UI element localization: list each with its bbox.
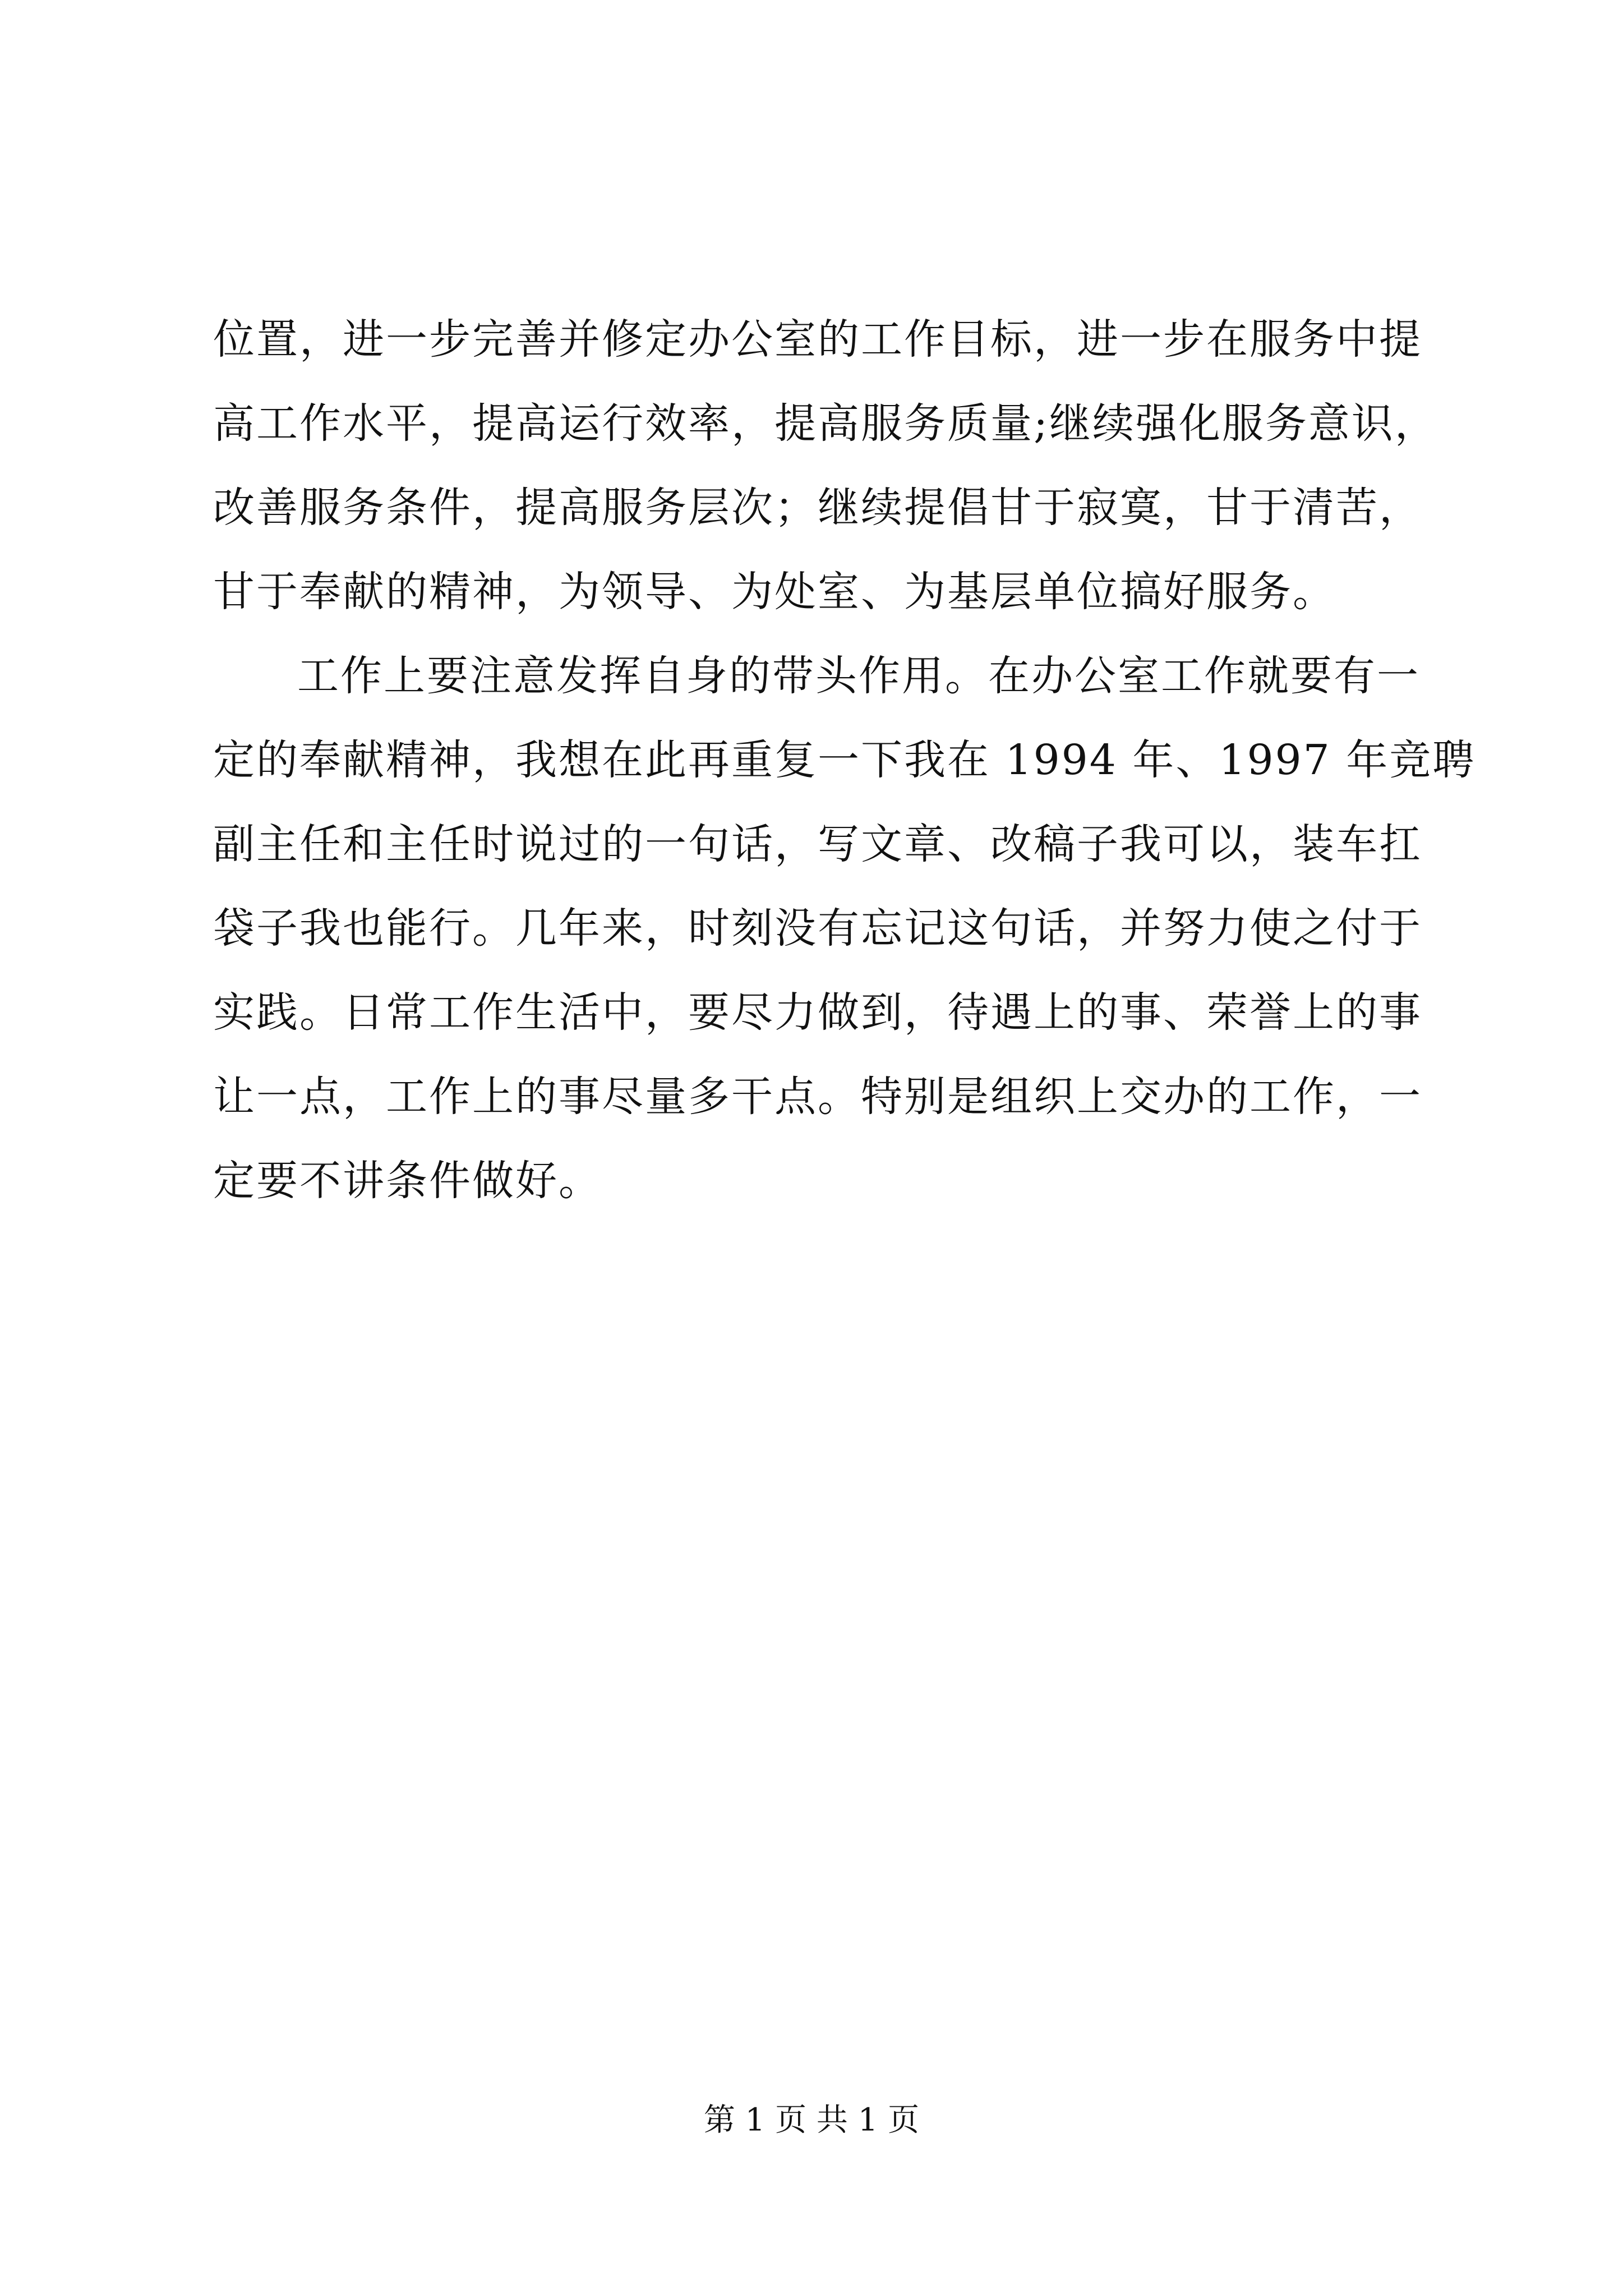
paragraph-1-line-1: 位置，进一步完善并修定办公室的工作目标，进一步在服务中提 bbox=[213, 315, 1422, 364]
paragraph-2-line-7: 定要不讲条件做好。 bbox=[213, 1157, 602, 1205]
paragraph-1-line-2: 高工作水平，提高运行效率，提高服务质量;继续强化服务意识， bbox=[213, 399, 1438, 448]
document-body bbox=[213, 297, 1476, 1223]
paragraph-2-line-3: 副主任和主任时说过的一句话，写文章、改稿子我可以，装车扛 bbox=[213, 820, 1422, 868]
paragraph-2-line-2: 定的奉献精神，我想在此再重复一下我在 1994 年、1997 年竞聘 bbox=[213, 736, 1476, 784]
page-number-label: 第 1 页 共 1 页 bbox=[703, 2102, 920, 2138]
paragraph-1-line-4: 甘于奉献的精神，为领导、为处室、为基层单位搞好服务。 bbox=[213, 568, 1336, 616]
paragraph-1-line-3: 改善服务条件，提高服务层次；继续提倡甘于寂寞，甘于清苦， bbox=[213, 484, 1422, 532]
paragraph-2-line-4: 袋子我也能行。几年来，时刻没有忘记这句话，并努力使之付于 bbox=[213, 904, 1422, 953]
paragraph-2-line-1: 工作上要注意发挥自身的带头作用。在办公室工作就要有一 bbox=[297, 652, 1420, 700]
page-footer bbox=[0, 2098, 1623, 2143]
paragraph-2-line-5: 实践。日常工作生活中，要尽力做到，待遇上的事、荣誉上的事 bbox=[213, 988, 1422, 1037]
paragraph-2-line-6: 让一点，工作上的事尽量多干点。特别是组织上交办的工作，一 bbox=[213, 1073, 1422, 1121]
